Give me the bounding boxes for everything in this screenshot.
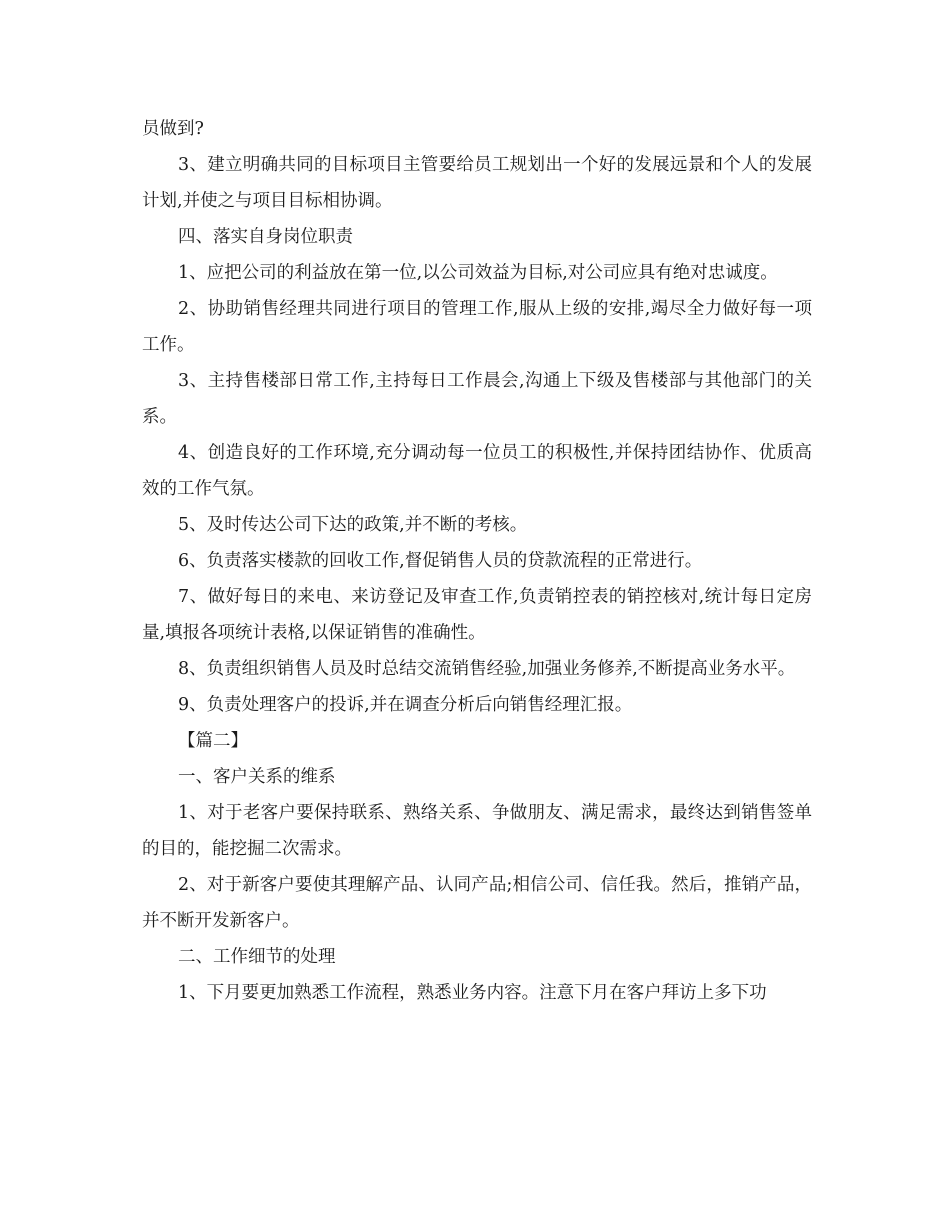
paragraph-duty-1: 1、应把公司的利益放在第一位,以公司效益为目标,对公司应具有绝对忠诚度。 bbox=[178, 263, 778, 283]
paragraph-new-customers: 2、对于新客户要使其理解产品、认同产品;相信公司、信任我。然后，推销产品，并不断开发新客户。 bbox=[142, 875, 812, 931]
paragraph-duty-6: 6、负责落实楼款的回收工作,督促销售人员的贷款流程的正常进行。 bbox=[178, 551, 703, 571]
paragraph-continuation: 员做到? bbox=[142, 119, 204, 139]
paragraph-duty-7: 7、做好每日的来电、来访登记及审查工作,负责销控表的销控核对,统计每日定房量,填报各项统计表格,以保证销售的准确性。 bbox=[142, 587, 812, 643]
paragraph-goal-planning: 3、建立明确共同的目标项目主管要给员工规划出一个好的发展远景和个人的发展计划,并使之与项目目标相协调。 bbox=[142, 155, 812, 211]
paragraph-duty-2: 2、协助销售经理共同进行项目的管理工作,服从上级的安排,竭尽全力做好每一项工作。 bbox=[142, 299, 812, 355]
paragraph-duty-4: 4、创造良好的工作环境,充分调动每一位员工的积极性,并保持团结协作、优质高效的工作气氛。 bbox=[142, 443, 812, 499]
section-heading-customer-relations: 一、客户关系的维系 bbox=[178, 767, 336, 787]
paragraph-duty-8: 8、负责组织销售人员及时总结交流销售经验,加强业务修养,不断提高业务水平。 bbox=[178, 659, 796, 679]
document-body bbox=[142, 111, 812, 1011]
part-two-heading: 【篇二】 bbox=[178, 731, 248, 751]
section-heading-work-details: 二、工作细节的处理 bbox=[178, 947, 336, 967]
paragraph-duty-3: 3、主持售楼部日常工作,主持每日工作晨会,沟通上下级及售楼部与其他部门的关系。 bbox=[142, 371, 812, 427]
paragraph-old-customers: 1、对于老客户要保持联系、熟络关系、争做朋友、满足需求，最终达到销售签单的目的，能挖掘二次需求。 bbox=[142, 803, 812, 859]
section-heading-duties: 四、落实自身岗位职责 bbox=[178, 227, 353, 247]
paragraph-work-details-1: 1、下月要更加熟悉工作流程，熟悉业务内容。注意下月在客户拜访上多下功 bbox=[178, 983, 767, 1003]
paragraph-duty-9: 9、负责处理客户的投诉,并在调查分析后向销售经理汇报。 bbox=[178, 695, 633, 715]
paragraph-duty-5: 5、及时传达公司下达的政策,并不断的考核。 bbox=[178, 515, 528, 535]
